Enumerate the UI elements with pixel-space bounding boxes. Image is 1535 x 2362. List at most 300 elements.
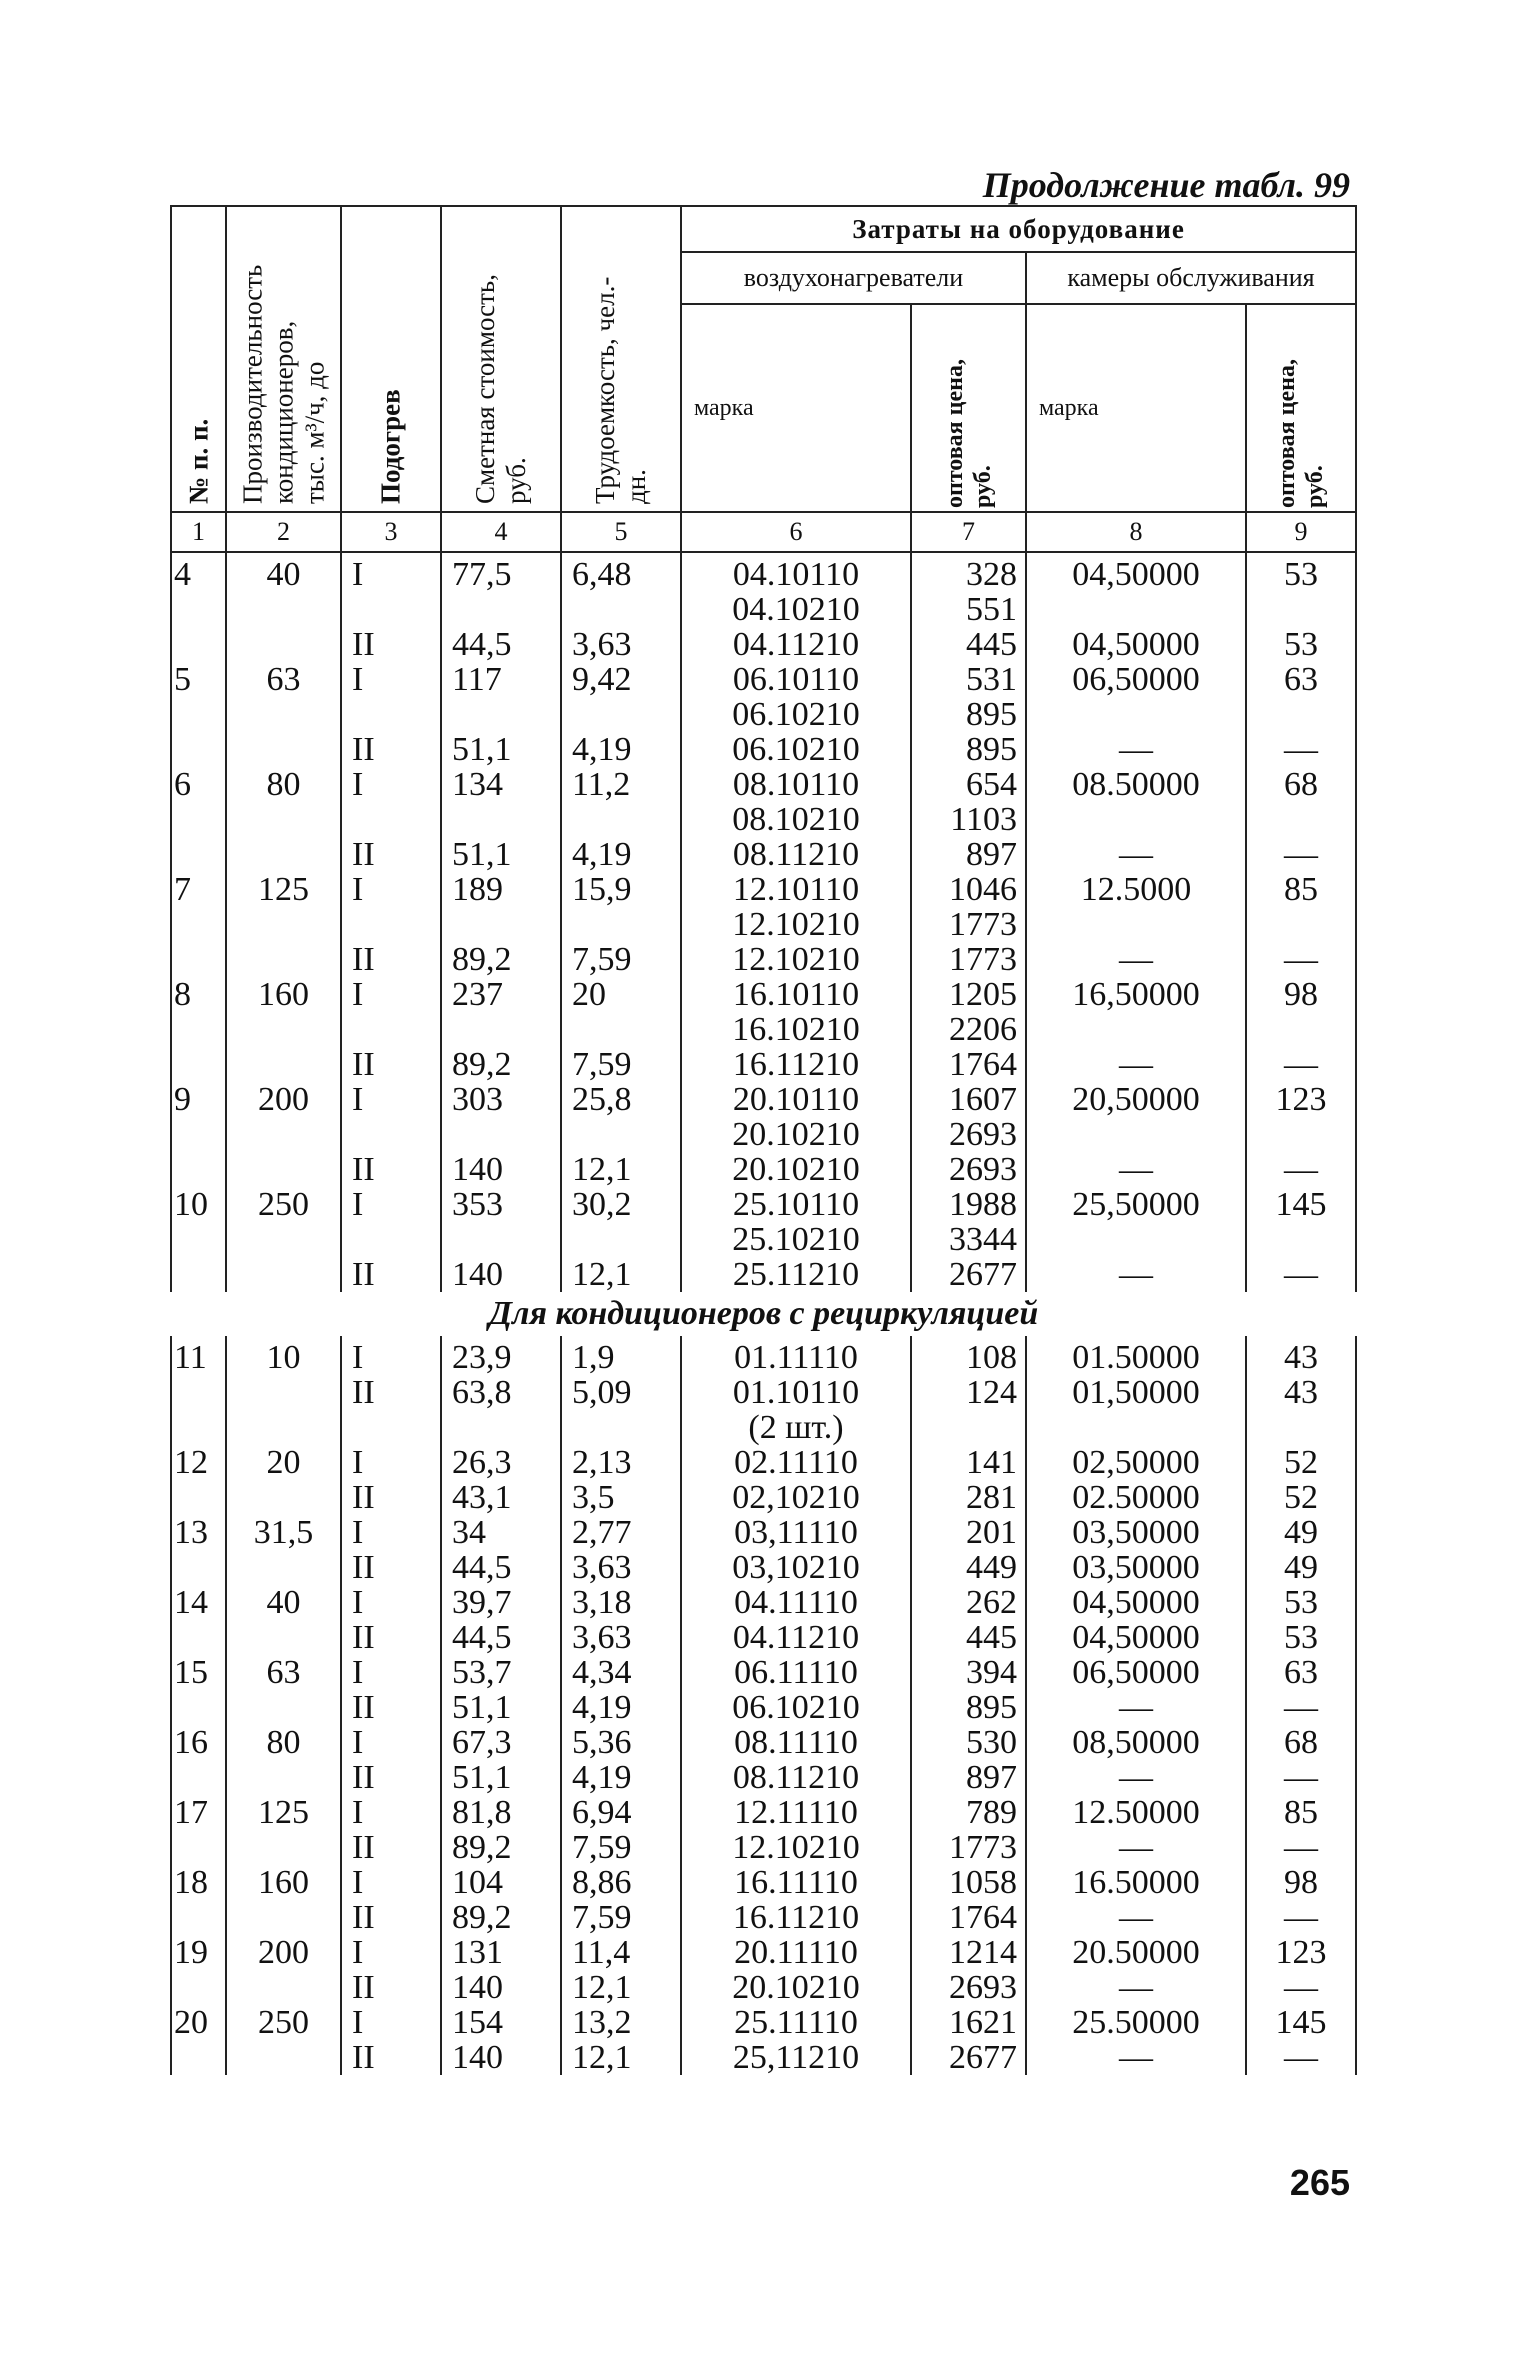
chamber-brand-cell: 16.50000 [1026,1865,1246,1900]
preheating-cell: I [341,2005,441,2040]
capacity-cell [226,1047,341,1082]
chamber-brand-cell: 03,50000 [1026,1515,1246,1550]
labor-cell: 4,19 [561,1760,681,1795]
labor-cell [561,1410,681,1445]
heater-price-cell: 789 [911,1795,1026,1830]
item-number-cell [171,1900,226,1935]
labor-cell [561,1222,681,1257]
chamber-brand-cell: 06,50000 [1026,662,1246,697]
labor-cell [561,1117,681,1152]
table-row [171,1865,1356,1900]
item-number-cell [171,1117,226,1152]
table-row [171,1012,1356,1047]
preheating-cell: II [341,1152,441,1187]
preheating-cell: I [341,1795,441,1830]
table-row [171,1935,1356,1970]
estimated-cost-cell: 51,1 [441,837,561,872]
preheating-cell: I [341,872,441,907]
labor-cell: 4,34 [561,1655,681,1690]
item-number-cell: 16 [171,1725,226,1760]
heater-brand-cell: 03,10210 [681,1550,911,1585]
chamber-price-cell: — [1246,1760,1356,1795]
chamber-price-cell: 53 [1246,552,1356,592]
chamber-price-cell: 145 [1246,2005,1356,2040]
header-heater-price: оптовая цена, руб. [911,304,1026,512]
table-row [171,2040,1356,2075]
table-section-heading-group [171,1292,1356,1336]
capacity-cell [226,1410,341,1445]
item-number-cell [171,1480,226,1515]
estimated-cost-cell [441,907,561,942]
heater-price-cell: 445 [911,1620,1026,1655]
capacity-cell [226,627,341,662]
heater-brand-cell: 12.10210 [681,907,911,942]
header-labor-intensity: Трудоемкость, чел.- дн. [561,206,681,512]
heater-brand-cell: 12.11110 [681,1795,911,1830]
preheating-cell: I [341,1187,441,1222]
chamber-price-cell: 53 [1246,1620,1356,1655]
table-row [171,1187,1356,1222]
preheating-cell: I [341,662,441,697]
heater-price-cell: 281 [911,1480,1026,1515]
table-row [171,662,1356,697]
item-number-cell [171,907,226,942]
preheating-cell [341,802,441,837]
estimated-cost-cell: 23,9 [441,1336,561,1375]
estimated-cost-cell: 81,8 [441,1795,561,1830]
labor-cell: 7,59 [561,1900,681,1935]
chamber-brand-cell: — [1026,732,1246,767]
header-preheating: Подогрев [341,206,441,512]
preheating-cell: II [341,1970,441,2005]
preheating-cell: II [341,1830,441,1865]
table-row [171,1336,1356,1375]
chamber-brand-cell: 25,50000 [1026,1187,1246,1222]
labor-cell: 30,2 [561,1187,681,1222]
capacity-cell [226,1550,341,1585]
heater-price-cell: 2677 [911,2040,1026,2075]
item-number-cell [171,837,226,872]
estimated-cost-cell: 34 [441,1515,561,1550]
estimated-cost-cell: 140 [441,1257,561,1292]
labor-cell: 7,59 [561,1047,681,1082]
header-capacity: Производительность кондиционеров, тыс. м³/ч, до [226,206,341,512]
estimated-cost-cell: 44,5 [441,627,561,662]
estimated-cost-cell: 51,1 [441,1760,561,1795]
capacity-cell: 80 [226,1725,341,1760]
chamber-brand-cell: — [1026,1970,1246,2005]
header-heater-brand: марка [681,304,911,512]
preheating-cell: II [341,837,441,872]
labor-cell: 3,63 [561,1620,681,1655]
item-number-cell: 13 [171,1515,226,1550]
heater-brand-cell: 04.11210 [681,1620,911,1655]
heater-brand-cell: 16.10210 [681,1012,911,1047]
heater-price-cell: 1621 [911,2005,1026,2040]
chamber-brand-cell: — [1026,1900,1246,1935]
chamber-price-cell: 49 [1246,1515,1356,1550]
preheating-cell: I [341,1445,441,1480]
heater-price-cell: 1214 [911,1935,1026,1970]
estimated-cost-cell: 26,3 [441,1445,561,1480]
chamber-price-cell: 85 [1246,1795,1356,1830]
capacity-cell: 125 [226,1795,341,1830]
item-number-cell: 20 [171,2005,226,2040]
item-number-cell [171,1970,226,2005]
labor-cell: 11,2 [561,767,681,802]
heater-price-cell: 897 [911,1760,1026,1795]
section-title: Для кондиционеров с рециркуляцией [488,1295,1039,1332]
labor-cell [561,1012,681,1047]
estimated-cost-cell: 89,2 [441,942,561,977]
labor-cell: 12,1 [561,2040,681,2075]
labor-cell: 20 [561,977,681,1012]
preheating-cell: II [341,1550,441,1585]
preheating-cell [341,1012,441,1047]
capacity-cell: 10 [226,1336,341,1375]
labor-cell: 3,5 [561,1480,681,1515]
chamber-price-cell: 68 [1246,767,1356,802]
header-chamber-price: оптовая цена, руб. [1246,304,1356,512]
chamber-brand-cell: 03,50000 [1026,1550,1246,1585]
capacity-cell [226,697,341,732]
item-number-cell [171,627,226,662]
heater-brand-cell: 04.11210 [681,627,911,662]
item-number-cell: 8 [171,977,226,1012]
table-row [171,1725,1356,1760]
heater-brand-cell: 06.10210 [681,1690,911,1725]
capacity-cell [226,1900,341,1935]
item-number-cell [171,1550,226,1585]
chamber-brand-cell: 08,50000 [1026,1725,1246,1760]
column-number: 4 [441,512,561,552]
capacity-cell [226,837,341,872]
item-number-cell [171,1760,226,1795]
chamber-price-cell: 145 [1246,1187,1356,1222]
column-number: 7 [911,512,1026,552]
equipment-cost-table [170,205,1357,2075]
estimated-cost-cell: 77,5 [441,552,561,592]
chamber-brand-cell: 02.50000 [1026,1480,1246,1515]
item-number-cell [171,1830,226,1865]
heater-price-cell: 895 [911,697,1026,732]
preheating-cell [341,592,441,627]
preheating-cell: I [341,767,441,802]
chamber-price-cell: 98 [1246,1865,1356,1900]
heater-brand-cell: 20.11110 [681,1935,911,1970]
item-number-cell [171,1410,226,1445]
heater-brand-cell: 12.10110 [681,872,911,907]
capacity-cell: 80 [226,767,341,802]
heater-brand-cell: 06.11110 [681,1655,911,1690]
chamber-price-cell: 52 [1246,1445,1356,1480]
labor-cell: 8,86 [561,1865,681,1900]
chamber-price-cell: 98 [1246,977,1356,1012]
chamber-brand-cell [1026,802,1246,837]
chamber-brand-cell [1026,1410,1246,1445]
capacity-cell [226,942,341,977]
table-row [171,1257,1356,1292]
heater-price-cell: 1764 [911,1900,1026,1935]
heater-brand-cell: 04.10110 [681,552,911,592]
item-number-cell [171,1012,226,1047]
heater-brand-cell: 08.10210 [681,802,911,837]
column-number: 6 [681,512,911,552]
heater-brand-cell: (2 шт.) [681,1410,911,1445]
preheating-cell [341,1222,441,1257]
labor-cell: 6,48 [561,552,681,592]
item-number-cell: 11 [171,1336,226,1375]
table-row [171,1690,1356,1725]
heater-brand-cell: 01.11110 [681,1336,911,1375]
item-number-cell: 7 [171,872,226,907]
heater-price-cell: 1058 [911,1865,1026,1900]
chamber-price-cell: 49 [1246,1550,1356,1585]
header-air-heaters: воздухонагреватели [681,252,1026,304]
heater-price-cell: 551 [911,592,1026,627]
table-row [171,1410,1356,1445]
estimated-cost-cell: 43,1 [441,1480,561,1515]
capacity-cell: 200 [226,1935,341,1970]
estimated-cost-cell: 44,5 [441,1620,561,1655]
chamber-brand-cell: 04,50000 [1026,1585,1246,1620]
preheating-cell: II [341,732,441,767]
labor-cell [561,907,681,942]
heater-price-cell: 141 [911,1445,1026,1480]
table-row [171,1655,1356,1690]
column-number: 2 [226,512,341,552]
preheating-cell: II [341,2040,441,2075]
heater-brand-cell: 16.11110 [681,1865,911,1900]
labor-cell: 7,59 [561,1830,681,1865]
chamber-brand-cell: 25.50000 [1026,2005,1246,2040]
item-number-cell: 17 [171,1795,226,1830]
item-number-cell: 18 [171,1865,226,1900]
heater-price-cell: 1773 [911,907,1026,942]
capacity-cell: 250 [226,1187,341,1222]
capacity-cell [226,1480,341,1515]
heater-brand-cell: 02,10210 [681,1480,911,1515]
table-row [171,1900,1356,1935]
chamber-brand-cell [1026,907,1246,942]
item-number-cell [171,1690,226,1725]
chamber-brand-cell: 04,50000 [1026,552,1246,592]
table-row [171,872,1356,907]
item-number-cell: 19 [171,1935,226,1970]
estimated-cost-cell [441,802,561,837]
preheating-cell: II [341,1620,441,1655]
heater-price-cell: 108 [911,1336,1026,1375]
chamber-brand-cell: 12.50000 [1026,1795,1246,1830]
estimated-cost-cell: 51,1 [441,1690,561,1725]
table-row [171,1082,1356,1117]
labor-cell: 3,63 [561,627,681,662]
table-row [171,732,1356,767]
estimated-cost-cell: 63,8 [441,1375,561,1410]
item-number-cell [171,1257,226,1292]
chamber-price-cell [1246,1410,1356,1445]
heater-price-cell: 654 [911,767,1026,802]
table-row [171,1480,1356,1515]
table-row [171,942,1356,977]
table-row [171,592,1356,627]
labor-cell: 15,9 [561,872,681,907]
chamber-brand-cell: 06,50000 [1026,1655,1246,1690]
chamber-brand-cell: 01.50000 [1026,1336,1246,1375]
heater-price-cell: 1103 [911,802,1026,837]
chamber-price-cell: 53 [1246,627,1356,662]
item-number-cell [171,1620,226,1655]
heater-brand-cell: 08.11210 [681,1760,911,1795]
heater-brand-cell: 12.10210 [681,1830,911,1865]
chamber-price-cell: 43 [1246,1375,1356,1410]
chamber-price-cell: 63 [1246,662,1356,697]
heater-brand-cell: 25,11210 [681,2040,911,2075]
heater-price-cell [911,1410,1026,1445]
estimated-cost-cell: 44,5 [441,1550,561,1585]
heater-price-cell: 895 [911,732,1026,767]
estimated-cost-cell: 89,2 [441,1900,561,1935]
heater-price-cell: 124 [911,1375,1026,1410]
column-number: 1 [171,512,226,552]
chamber-brand-cell [1026,697,1246,732]
chamber-price-cell: — [1246,1690,1356,1725]
labor-cell: 3,18 [561,1585,681,1620]
item-number-cell: 5 [171,662,226,697]
chamber-brand-cell: 08.50000 [1026,767,1246,802]
table-row [171,1117,1356,1152]
capacity-cell: 125 [226,872,341,907]
item-number-cell [171,1152,226,1187]
item-number-cell: 9 [171,1082,226,1117]
labor-cell: 2,77 [561,1515,681,1550]
preheating-cell: I [341,1585,441,1620]
column-number: 3 [341,512,441,552]
chamber-price-cell: 53 [1246,1585,1356,1620]
capacity-cell: 63 [226,662,341,697]
labor-cell: 7,59 [561,942,681,977]
table-row [171,627,1356,662]
chamber-brand-cell: — [1026,837,1246,872]
estimated-cost-cell: 303 [441,1082,561,1117]
column-number: 5 [561,512,681,552]
capacity-cell [226,1690,341,1725]
chamber-brand-cell: — [1026,942,1246,977]
header-item-number: № п. п. [171,206,226,512]
table-continuation-label: Продолжение табл. 99 [982,165,1350,205]
heater-brand-cell: 06.10210 [681,732,911,767]
heater-price-cell: 1607 [911,1082,1026,1117]
heater-price-cell: 2677 [911,1257,1026,1292]
heater-brand-cell: 16.10110 [681,977,911,1012]
preheating-cell: I [341,552,441,592]
preheating-cell: I [341,1865,441,1900]
estimated-cost-cell: 131 [441,1935,561,1970]
chamber-brand-cell [1026,1012,1246,1047]
heater-brand-cell: 16.11210 [681,1047,911,1082]
preheating-cell: I [341,1336,441,1375]
estimated-cost-cell: 134 [441,767,561,802]
estimated-cost-cell: 154 [441,2005,561,2040]
heater-price-cell: 1988 [911,1187,1026,1222]
chamber-brand-cell: 01,50000 [1026,1375,1246,1410]
preheating-cell: II [341,1690,441,1725]
table-row [171,2005,1356,2040]
labor-cell [561,592,681,627]
chamber-price-cell [1246,1222,1356,1257]
item-number-cell: 10 [171,1187,226,1222]
capacity-cell [226,1117,341,1152]
heater-price-cell: 1773 [911,942,1026,977]
chamber-brand-cell: 20,50000 [1026,1082,1246,1117]
heater-price-cell: 328 [911,552,1026,592]
heater-brand-cell: 25.11110 [681,2005,911,2040]
estimated-cost-cell [441,592,561,627]
heater-brand-cell: 01.10110 [681,1375,911,1410]
capacity-cell [226,732,341,767]
estimated-cost-cell [441,697,561,732]
preheating-cell: I [341,1935,441,1970]
chamber-price-cell [1246,1117,1356,1152]
table-body-part-2 [171,1336,1356,2075]
chamber-brand-cell: 04,50000 [1026,1620,1246,1655]
item-number-cell: 12 [171,1445,226,1480]
chamber-brand-cell: — [1026,1690,1246,1725]
chamber-price-cell: — [1246,2040,1356,2075]
heater-price-cell: 449 [911,1550,1026,1585]
page-number: 265 [1289,2162,1350,2203]
preheating-cell: I [341,1515,441,1550]
capacity-cell: 31,5 [226,1515,341,1550]
heater-brand-cell: 06.10110 [681,662,911,697]
chamber-price-cell: — [1246,1047,1356,1082]
heater-price-cell: 1205 [911,977,1026,1012]
capacity-cell [226,907,341,942]
chamber-brand-cell: — [1026,1830,1246,1865]
table-row [171,907,1356,942]
labor-cell: 11,4 [561,1935,681,1970]
heater-price-cell: 2693 [911,1152,1026,1187]
chamber-brand-cell: — [1026,1760,1246,1795]
estimated-cost-cell [441,1410,561,1445]
chamber-price-cell: — [1246,1152,1356,1187]
heater-price-cell: 2693 [911,1970,1026,2005]
heater-price-cell: 394 [911,1655,1026,1690]
preheating-cell [341,697,441,732]
estimated-cost-cell: 89,2 [441,1830,561,1865]
estimated-cost-cell [441,1012,561,1047]
capacity-cell [226,1152,341,1187]
chamber-brand-cell [1026,1222,1246,1257]
labor-cell: 5,09 [561,1375,681,1410]
heater-price-cell: 3344 [911,1222,1026,1257]
heater-price-cell: 897 [911,837,1026,872]
preheating-cell: II [341,1480,441,1515]
heater-price-cell: 1773 [911,1830,1026,1865]
heater-price-cell: 530 [911,1725,1026,1760]
capacity-cell: 40 [226,1585,341,1620]
estimated-cost-cell [441,1117,561,1152]
capacity-cell [226,1760,341,1795]
labor-cell: 4,19 [561,732,681,767]
item-number-cell [171,802,226,837]
chamber-price-cell [1246,802,1356,837]
capacity-cell: 160 [226,1865,341,1900]
item-number-cell [171,732,226,767]
labor-cell: 4,19 [561,837,681,872]
chamber-price-cell: 68 [1246,1725,1356,1760]
labor-cell: 12,1 [561,1970,681,2005]
